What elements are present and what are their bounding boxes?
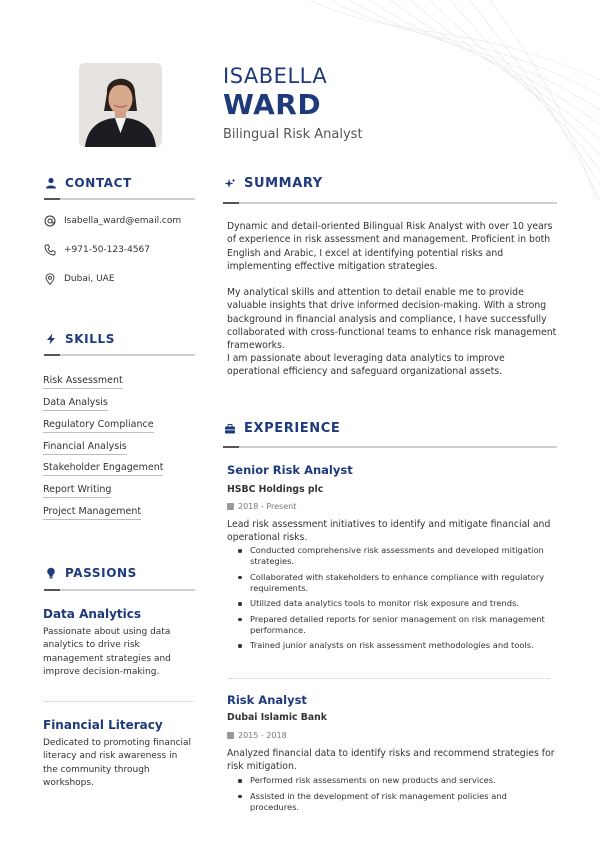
summary-heading-label: SUMMARY [244,176,323,191]
list-item: Collaborated with stakeholders to enhance compliance with regulatory requirements. [238,572,558,594]
list-item: Performed risk assessments on new products and services. [238,775,558,786]
passion-description: Passionate about using data analytics to drive risk management strategies and improve decision-making. [43,627,171,677]
summary-divider [223,202,557,204]
skills-divider [44,354,195,356]
location-text: Dubai, UAE [64,274,115,284]
experience-heading-label: EXPERIENCE [244,421,341,436]
summary-heading [224,176,323,191]
phone-icon [44,244,56,256]
job-role: Risk Analyst [227,693,307,707]
list-item: Conducted comprehensive risk assessments and developed mitigation strategies. [238,545,558,567]
contact-heading-label: CONTACT [65,176,132,190]
job-description: Analyzed financial data to identify risks and recommend strategies for risk mitigation. [227,748,555,772]
skill-item: Project Management [43,506,141,520]
job-dates-text: 2018 - Present [238,502,297,511]
passion-separator [44,701,194,702]
summary-paragraph: Dynamic and detail-oriented Bilingual Risk Analyst with over 10 years of experience in risk assessment and management. Proficient in both English and Arabic, I excel at identifying potential risks and implementing effective mitigation strategies. [227,221,553,272]
user-icon [45,177,57,189]
list-item: Prepared detailed reports for senior management on risk management performance. [238,614,558,636]
passions-heading-label: PASSIONS [65,566,137,580]
experience-divider [223,446,557,448]
job-bullets [238,545,558,656]
contact-email[interactable] [44,215,181,227]
passion-description: Dedicated to promoting financial literacy and risk awareness in the community through workshops. [43,738,192,788]
skill-item: Stakeholder Engagement [43,462,163,476]
calendar-icon [227,732,234,739]
contact-heading [45,176,132,190]
phone-text: +971-50-123-4567 [64,245,150,255]
last-name: WARD [223,88,322,121]
briefcase-icon [224,423,236,435]
job-dates [227,731,287,740]
lightbulb-icon [45,567,57,579]
email-text: Isabella_ward@email.com [64,216,182,226]
job-title: Bilingual Risk Analyst [223,127,363,142]
contact-phone[interactable] [44,244,150,256]
contact-location [44,273,115,285]
list-item: Utilized data analytics tools to monitor risk exposure and trends. [238,598,558,609]
person-portrait-icon [79,63,162,147]
first-name: ISABELLA [223,64,328,88]
profile-photo [79,63,162,147]
skill-item: Report Writing [43,484,111,498]
skill-item: Financial Analysis [43,441,127,455]
job-separator [228,678,550,679]
job-dates-text: 2015 - 2018 [238,731,287,740]
job-company: HSBC Holdings plc [227,484,324,495]
skill-item: Regulatory Compliance [43,419,154,433]
summary-paragraph: I am passionate about leveraging data analytics to improve operational efficiency and safeguard organizational assets. [227,353,505,378]
job-bullets [238,775,558,817]
job-company: Dubai Islamic Bank [227,712,327,723]
lightning-icon [45,333,57,345]
sparkle-icon [224,178,236,190]
skill-item: Data Analysis [43,397,108,411]
contact-divider [44,198,195,200]
passions-divider [44,589,195,591]
location-pin-icon [44,273,56,285]
job-dates [227,502,296,511]
passions-heading [45,566,137,580]
at-icon [44,215,56,227]
skill-item: Risk Assessment [43,375,123,389]
passion-title: Financial Literacy [43,718,163,732]
passion-title: Data Analytics [43,607,142,621]
experience-heading [224,421,340,436]
list-item: Assisted in the development of risk management policies and procedures. [238,791,558,813]
list-item: Trained junior analysts on risk assessment methodologies and tools. [238,640,558,651]
summary-paragraph: My analytical skills and attention to detail enable me to provide valuable insights that drive informed decision-making. With a strong background in financial analysis and compliance, I have successfully collaborated with cross-functional teams to enhance risk management frameworks. [227,287,557,352]
calendar-icon [227,503,234,510]
job-role: Senior Risk Analyst [227,463,353,477]
skills-heading-label: SKILLS [65,332,115,346]
job-description: Lead risk assessment initiatives to identify and mitigate financial and operational risks. [227,519,551,543]
skills-heading [45,332,115,346]
